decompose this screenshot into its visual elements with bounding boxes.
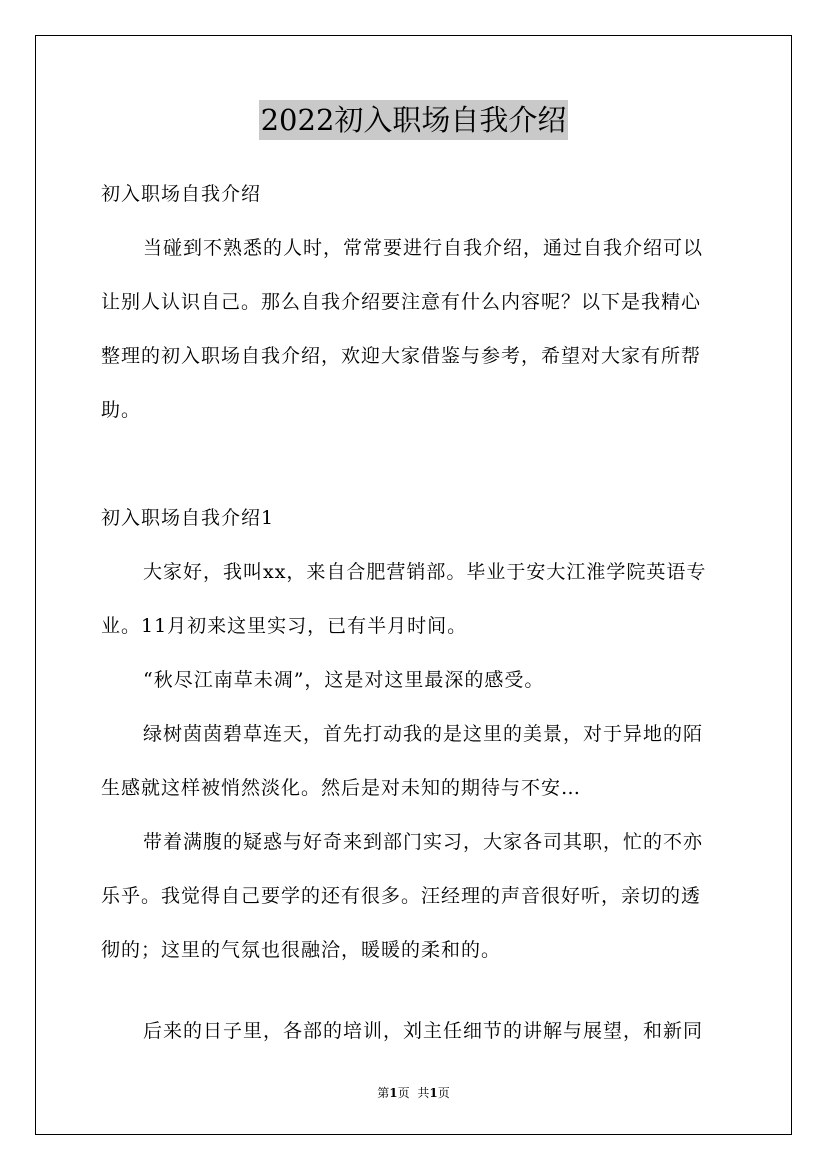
page-current: 1	[389, 1086, 398, 1100]
intro-line: 整理的初入职场自我介绍，欢迎大家借鉴与参考，希望对大家有所帮	[101, 345, 702, 367]
body-line: 绿树茵茵碧草连天，首先打动我的是这里的美景，对于异地的陌	[143, 723, 704, 745]
title-container	[0, 100, 827, 140]
page-prefix: 第	[377, 1086, 390, 1100]
body-line: 乐乎。我觉得自己要学的还有很多。汪经理的声音很好听，亲切的透	[101, 885, 702, 907]
intro-line: 当碰到不熟悉的人时，常常要进行自我介绍，通过自我介绍可以	[143, 237, 704, 259]
body-line: 带着满腹的疑惑与好奇来到部门实习，大家各司其职，忙的不亦	[143, 831, 704, 853]
page-suffix: 页	[397, 1086, 410, 1100]
body-line: “秋尽江南草未凋”，这是对这里最深的感受。	[143, 669, 545, 691]
document-subtitle: 初入职场自我介绍	[101, 183, 262, 205]
page-total: 1	[429, 1086, 438, 1100]
body-line: 后来的日子里，各部的培训，刘主任细节的讲解与展望，和新同	[143, 1020, 704, 1042]
page-footer	[0, 1085, 827, 1101]
total-suffix: 页	[437, 1086, 450, 1100]
intro-line: 助。	[101, 399, 142, 421]
section-heading: 初入职场自我介绍1	[101, 507, 275, 529]
body-line: 大家好，我叫xx，来自合肥营销部。毕业于安大江淮学院英语专	[143, 561, 707, 583]
body-line: 生感就这样被悄然淡化。然后是对未知的期待与不安…	[101, 777, 582, 799]
body-line: 业。11月初来这里实习，已有半月时间。	[101, 615, 468, 637]
total-prefix: 共	[417, 1086, 430, 1100]
body-line: 彻的；这里的气氛也很融洽，暖暖的柔和的。	[101, 939, 502, 961]
document-title: 2022初入职场自我介绍	[259, 100, 569, 140]
intro-line: 让别人认识自己。那么自我介绍要注意有什么内容呢？以下是我精心	[101, 291, 702, 313]
